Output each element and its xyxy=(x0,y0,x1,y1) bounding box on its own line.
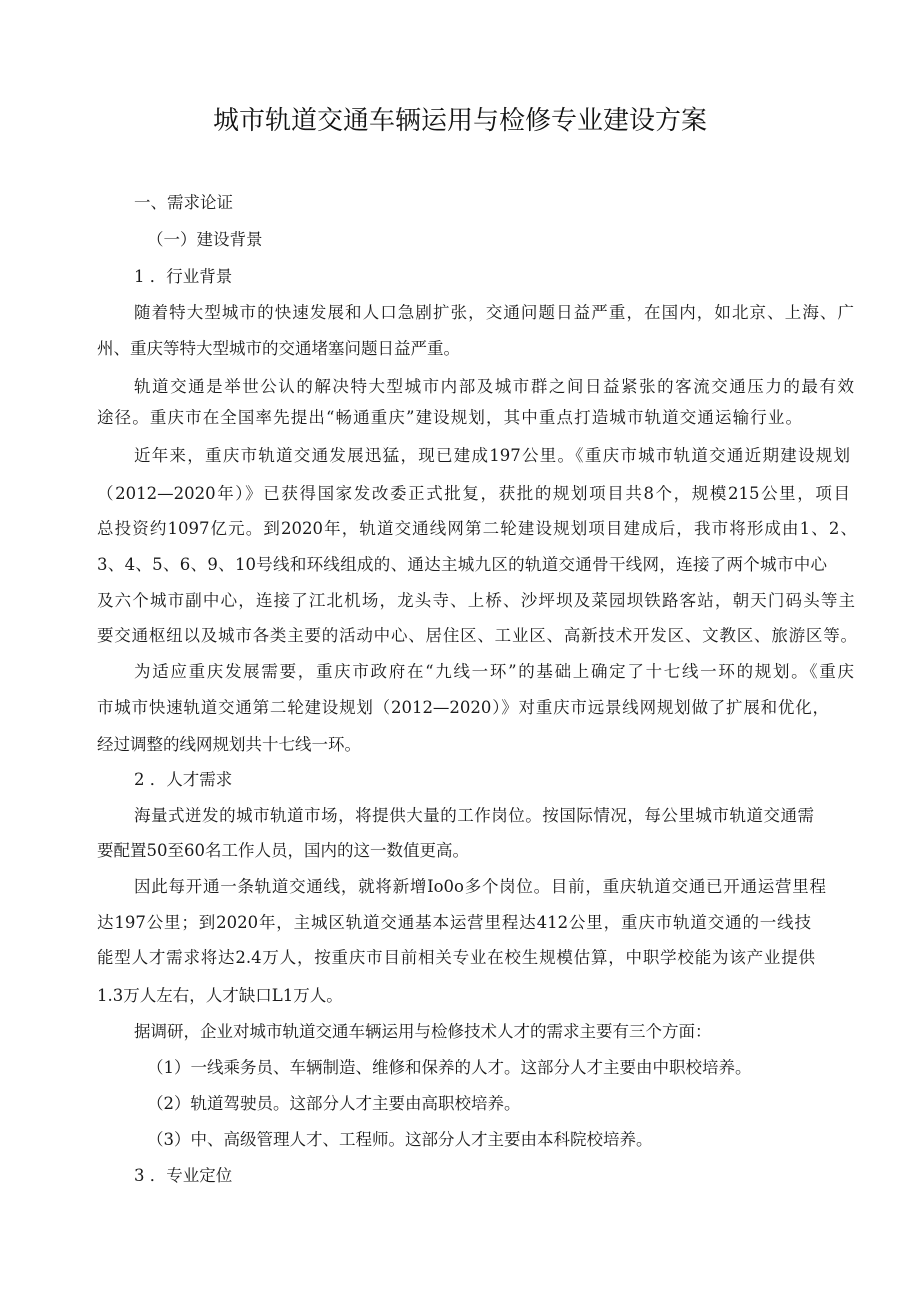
paragraph-line: 经过调整的线网规划共十七线一环。 xyxy=(97,735,361,754)
paragraph-line: 要配置50至60名工作人员，国内的这一数值更高。 xyxy=(97,841,469,860)
paragraph-line: 总投资约1097亿元。到2020年，轨道交通线网第二轮建设规划项目建成后，我市将形成由1、2、 xyxy=(97,519,857,538)
paragraph-line: 能型人才需求将达2.4万人，按重庆市目前相关专业在校生规模估算，中职学校能为该产业提供 xyxy=(97,948,815,967)
list-item: （3）中、高级管理人才、工程师。这部分人才主要由本科院校培养。 xyxy=(147,1130,653,1149)
paragraph-line: 海量式迸发的城市轨道市场，将提供大量的工作岗位。按国际情况，每公里城市轨道交通需 xyxy=(134,806,814,825)
paragraph-line: 市城市快速轨道交通第二轮建设规划（2012—2020）》对重庆市远景线网规划做了扩展和优化， xyxy=(97,698,829,717)
document-title: 城市轨道交通车辆运用与检修专业建设方案 xyxy=(212,106,707,136)
paragraph-line: （2012—2020年）》已获得国家发改委正式批复，获批的规划项目共8个，规模215公里，项目 xyxy=(97,484,850,503)
paragraph-line: 近年来，重庆市轨道交通发展迅猛，现已建成197公里。《重庆市城市轨道交通近期建设规划 xyxy=(134,446,850,465)
list-item: （2）轨道驾驶员。这部分人才主要由高职校培养。 xyxy=(147,1094,521,1113)
paragraph-line: 途径。重庆市在全国率先提出“畅通重庆”建设规划，其中重点打造城市轨道交通运输行业。 xyxy=(97,408,802,427)
item-heading: 1 ．行业背景 xyxy=(134,267,233,286)
paragraph-line: 要交通枢纽以及城市各类主要的活动中心、居住区、工业区、高新技术开发区、文教区、旅游区等。 xyxy=(97,626,857,645)
paragraph-line: 州、重庆等特大型城市的交通堵塞问题日益严重。 xyxy=(97,339,460,358)
paragraph-line: 据调研，企业对城市轨道交通车辆运用与检修技术人才的需求主要有三个方面： xyxy=(134,1022,712,1041)
paragraph-line: 为适应重庆发展需要，重庆市政府在“九线一环”的基础上确定了十七线一环的规划。《重庆 xyxy=(134,662,854,681)
paragraph-line: 随着特大型城市的快速发展和人口急剧扩张，交通问题日益严重，在国内，如北京、上海、广 xyxy=(134,303,854,322)
item-heading: 3 ．专业定位 xyxy=(134,1166,233,1185)
paragraph-line: 3、4、5、6、9、10号线和环线组成的、通达主城九区的轨道交通骨干线网，连接了两个城市中心 xyxy=(97,555,827,574)
paragraph-line: 及六个城市副中心，连接了江北机场，龙头寺、上桥、沙坪坝及菜园坝铁路客站，朝天门码头等主 xyxy=(97,591,855,610)
section-heading: 一、需求论证 xyxy=(134,193,233,212)
paragraph-line: 达197公里；到2020年，主城区轨道交通基本运营里程达412公里，重庆市轨道交通的一线技 xyxy=(97,913,811,932)
paragraph-line: 因此每开通一条轨道交通线，就将新增Io0o多个岗位。目前，重庆轨道交通已开通运营里程 xyxy=(134,877,826,896)
item-heading: 2 ．人才需求 xyxy=(134,770,233,789)
subsection-heading: （一）建设背景 xyxy=(147,230,263,249)
list-item: （1）一线乘务员、车辆制造、维修和保养的人才。这部分人才主要由中职校培养。 xyxy=(147,1058,752,1077)
paragraph-line: 轨道交通是举世公认的解决特大型城市内部及城市群之间日益紧张的客流交通压力的最有效 xyxy=(134,377,854,396)
paragraph-line: 1.3万人左右，人才缺口L1万人。 xyxy=(97,986,343,1005)
